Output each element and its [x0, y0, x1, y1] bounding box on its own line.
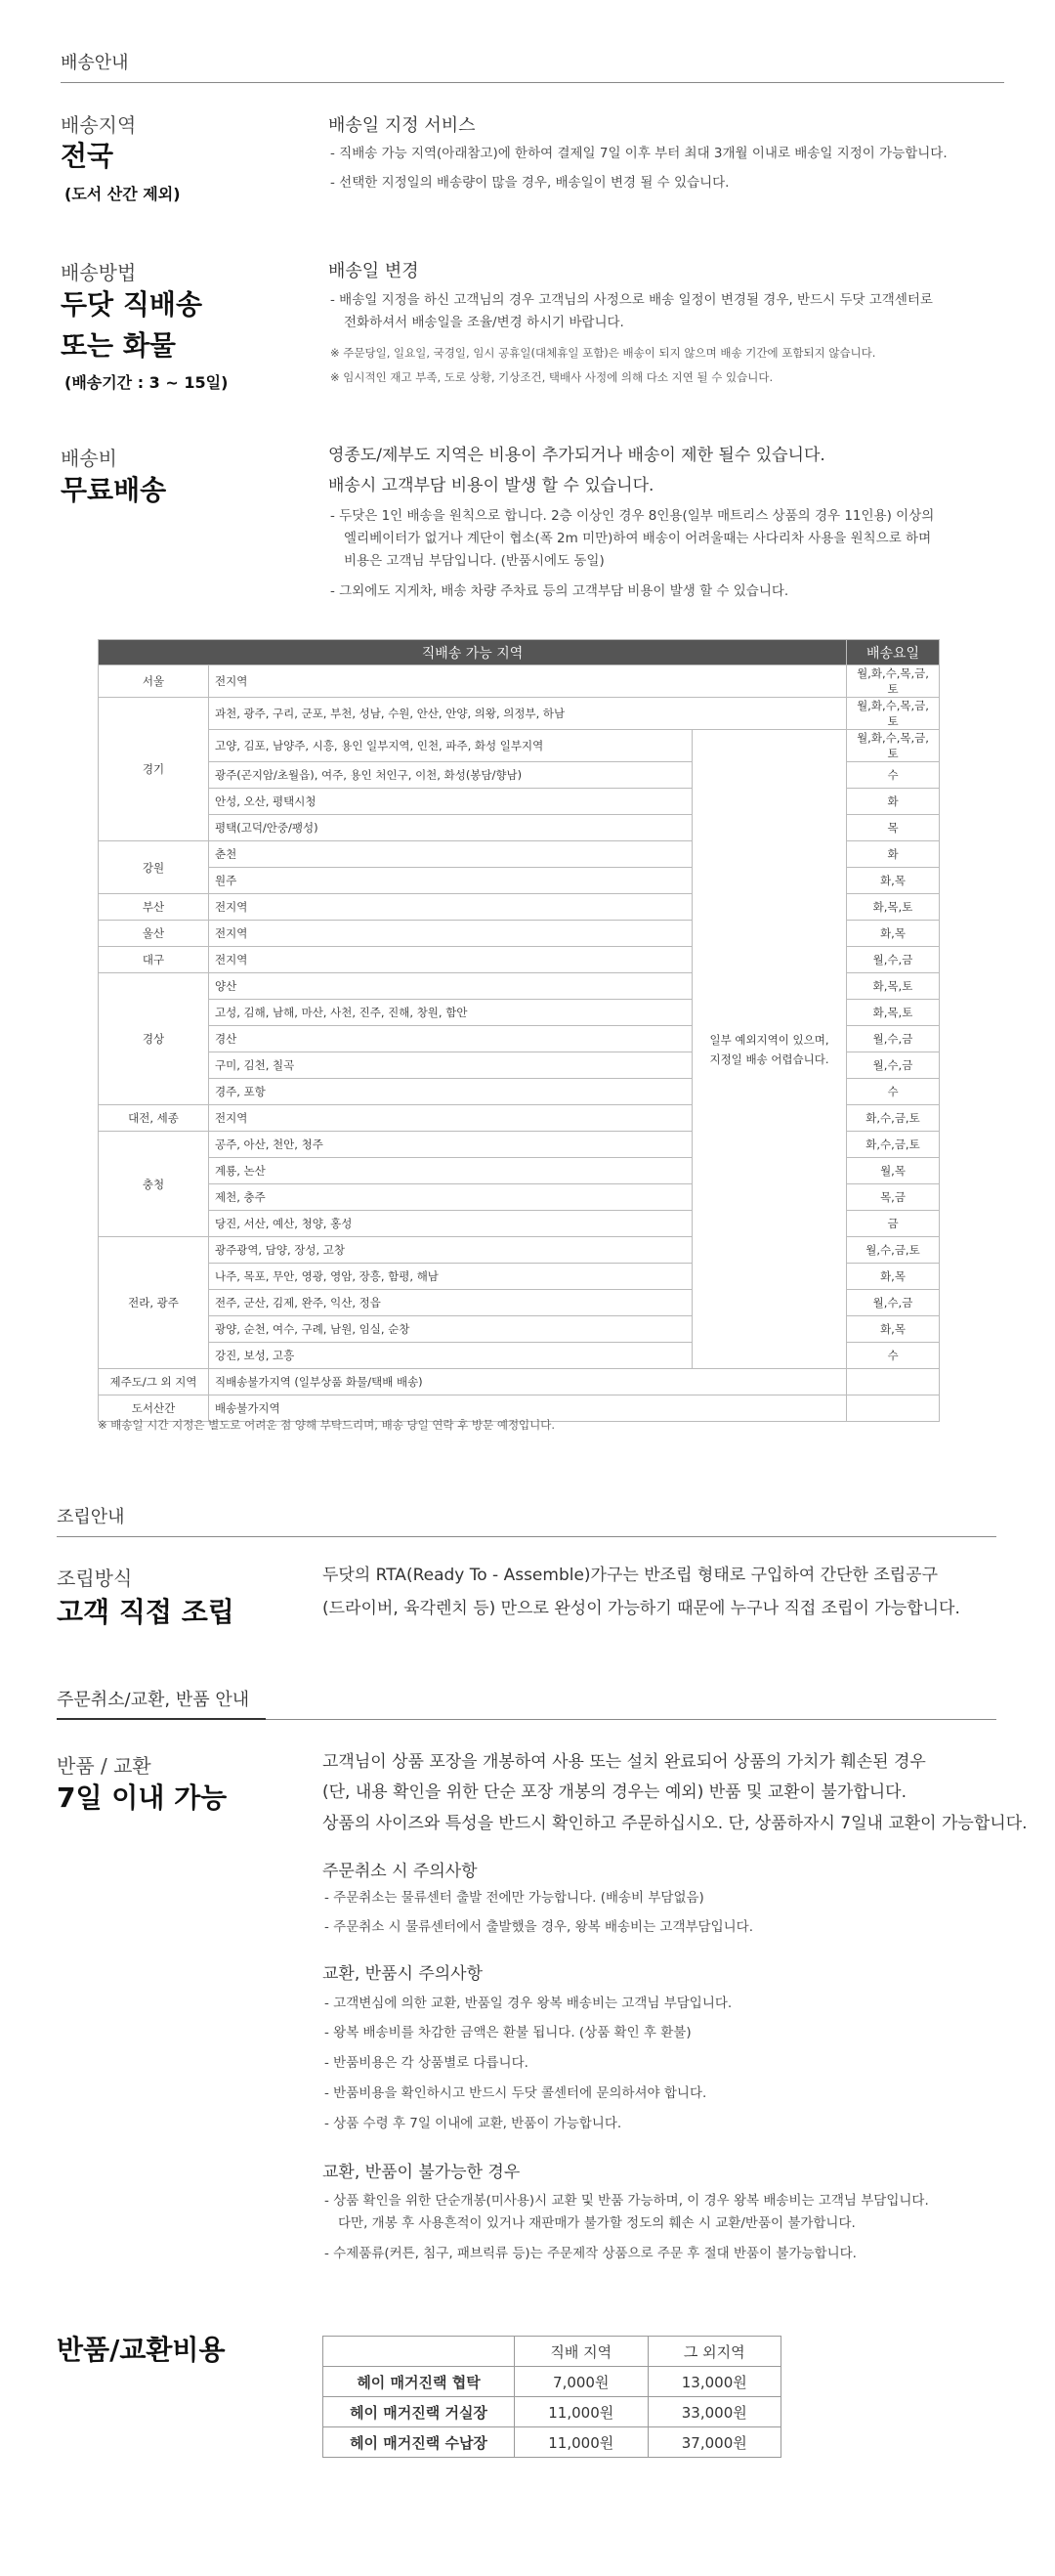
area-cell: 나주, 목포, 무안, 영광, 영암, 장흥, 함평, 해남 — [209, 1264, 693, 1290]
fee-line-1c: 비용은 고객님 부담입니다. (반품시에도 동일) — [344, 553, 605, 569]
area-cell: 전지역 — [209, 894, 693, 921]
exchange-line-2: - 왕복 배송비를 차감한 금액은 환불 됩니다. (상품 확인 후 환불) — [324, 2025, 692, 2040]
area-cell: 전지역 — [209, 921, 693, 947]
delivery-day-cell: 화,목,토 — [847, 894, 940, 921]
cost-direct: 11,000원 — [515, 2427, 649, 2458]
area-cell: 전주, 군산, 김제, 완주, 익산, 정읍 — [209, 1290, 693, 1316]
delivery-day-cell: 화,수,금,토 — [847, 1105, 940, 1132]
area-cell: 광주(곤지암/초월읍), 여주, 용인 처인구, 이천, 화성(봉담/향남) — [209, 762, 693, 789]
area-cell: 배송불가지역 — [209, 1395, 847, 1422]
no-return-line-2: - 수제품류(커튼, 침구, 패브릭류 등)는 주문제작 상품으로 주문 후 절대 반품이 불가능합니다. — [324, 2246, 857, 2261]
fee-value: 무료배송 — [61, 474, 167, 506]
delivery-day-cell: 월,수,금 — [847, 1026, 940, 1052]
return-cost-table — [322, 2336, 781, 2458]
returns-title: 주문취소/교환, 반품 안내 — [57, 1690, 250, 1710]
delivery-day-cell: 화,목 — [847, 921, 940, 947]
area-cell: 직배송불가지역 (일부상품 화물/택배 배송) — [209, 1369, 847, 1395]
assembly-line-2: (드라이버, 육각렌치 등) 만으로 완성이 가능하기 때문에 누구나 직접 조립이 가능합니다. — [322, 1599, 960, 1618]
cost-other: 13,000원 — [648, 2367, 781, 2397]
delivery-day-cell: 화,목 — [847, 1264, 940, 1290]
area-cell: 광양, 순천, 여수, 구례, 남원, 임실, 순창 — [209, 1316, 693, 1343]
cost-item-name: 헤이 매거진랙 거실장 — [323, 2397, 515, 2427]
delivery-day-cell: 월,수,금 — [847, 1052, 940, 1079]
method-line-1a: - 배송일 지정을 하신 고객님의 경우 고객님의 사정으로 배송 일정이 변경될 경우, 반드시 두닷 고객센터로 — [330, 292, 933, 308]
delivery-day-cell: 목 — [847, 815, 940, 841]
no-return-line-1a: - 상품 확인을 위한 단순개봉(미사용)시 교환 및 반품 가능하며, 이 경우 왕복 배송비는 고객님 부담입니다. — [324, 2193, 929, 2209]
shipping-title: 배송안내 — [61, 53, 129, 73]
region-cell: 전라, 광주 — [99, 1237, 209, 1369]
cost-item-name: 헤이 매거진랙 수납장 — [323, 2427, 515, 2458]
cost-head-other: 그 외지역 — [648, 2337, 781, 2367]
table-head-day: 배송요일 — [847, 640, 940, 665]
method-label: 배송방법 — [61, 261, 137, 284]
method-sub: (배송기간 : 3 ~ 15일) — [64, 373, 229, 392]
area-cell: 제천, 충주 — [209, 1184, 693, 1211]
region-cell: 경상 — [99, 973, 209, 1105]
cancel-heading: 주문취소 시 주의사항 — [322, 1862, 478, 1881]
region-cell: 도서산간 — [99, 1395, 209, 1422]
cost-other: 33,000원 — [648, 2397, 781, 2427]
returns-label: 반품 / 교환 — [57, 1754, 151, 1778]
cancel-line-1: - 주문취소는 물류센터 출발 전에만 가능합니다. (배송비 부담없음) — [324, 1890, 704, 1906]
area-cell: 강진, 보성, 고흥 — [209, 1343, 693, 1369]
exchange-heading: 교환, 반품시 주의사항 — [322, 1964, 484, 1984]
region-sub: (도서 산간 제외) — [64, 185, 181, 203]
delivery-day-cell: 화,목,토 — [847, 973, 940, 1000]
exception-note-cell: 일부 예외지역이 있으며, 지정일 배송 어렵습니다. — [693, 730, 847, 1369]
fee-line-2: - 그외에도 지게차, 배송 차량 주차료 등의 고객부담 비용이 발생 할 수 있습니다. — [330, 583, 789, 599]
delivery-day-cell: 화,수,금,토 — [847, 1132, 940, 1158]
area-cell: 원주 — [209, 868, 693, 894]
table-head-area: 직배송 가능 지역 — [99, 640, 847, 665]
cancel-line-2: - 주문취소 시 물류센터에서 출발했을 경우, 왕복 배송비는 고객부담입니다. — [324, 1919, 754, 1935]
region-line-1: - 직배송 가능 지역(아래참고)에 한하여 결제일 7일 이후 부터 최대 3개월 이내로 배송일 지정이 가능합니다. — [330, 146, 948, 161]
area-cell: 계룡, 논산 — [209, 1158, 693, 1184]
area-cell: 경산 — [209, 1026, 693, 1052]
fee-big-2: 배송시 고객부담 비용이 발생 할 수 있습니다. — [328, 476, 654, 495]
exchange-line-5: - 상품 수령 후 7일 이내에 교환, 반품이 가능합니다. — [324, 2116, 622, 2131]
region-cell: 대구 — [99, 947, 209, 973]
area-cell: 고양, 김포, 남양주, 시흥, 용인 일부지역, 인천, 파주, 화성 일부지역 — [209, 730, 693, 762]
cost-other: 37,000원 — [648, 2427, 781, 2458]
fee-label: 배송비 — [61, 447, 117, 470]
delivery-area-table — [98, 639, 940, 1422]
assembly-label: 조립방식 — [57, 1567, 133, 1590]
region-cell: 제주도/그 외 지역 — [99, 1369, 209, 1395]
area-cell: 전지역 — [209, 947, 693, 973]
delivery-day-cell: 화,목 — [847, 1316, 940, 1343]
delivery-day-cell: 월,화,수,목,금,토 — [847, 730, 940, 762]
area-cell: 전지역 — [209, 1105, 693, 1132]
no-return-heading: 교환, 반품이 불가능한 경우 — [322, 2163, 521, 2182]
area-cell: 공주, 아산, 천안, 청주 — [209, 1132, 693, 1158]
returns-big-3: 상품의 사이즈와 특성을 반드시 확인하고 주문하십시오. 단, 상품하자시 7일내 교환이 가능합니다. — [322, 1814, 1028, 1833]
delivery-day-cell: 화,목 — [847, 868, 940, 894]
table-row — [323, 2397, 781, 2427]
region-cell: 대전, 세종 — [99, 1105, 209, 1132]
area-cell: 전지역 — [209, 665, 847, 698]
table-row — [99, 730, 940, 762]
region-cell: 강원 — [99, 841, 209, 894]
area-cell: 고성, 김해, 남해, 마산, 사천, 진주, 진해, 창원, 함안 — [209, 1000, 693, 1026]
returns-big-1: 고객님이 상품 포장을 개봉하여 사용 또는 설치 완료되어 상품의 가치가 훼손된 경우 — [322, 1752, 926, 1772]
delivery-day-cell: 월,화,수,목,금,토 — [847, 665, 940, 698]
delivery-day-cell — [847, 1395, 940, 1422]
method-line-1b: 전화하셔서 배송일을 조율/변경 하시기 바랍니다. — [344, 315, 624, 330]
method-value-1: 두닷 직배송 — [61, 288, 202, 321]
area-cell: 양산 — [209, 973, 693, 1000]
delivery-day-cell: 월,수,금 — [847, 947, 940, 973]
exchange-line-1: - 고객변심에 의한 교환, 반품일 경우 왕복 배송비는 고객님 부담입니다. — [324, 1996, 733, 2011]
cost-head-blank — [323, 2337, 515, 2367]
region-heading: 배송일 지정 서비스 — [328, 115, 476, 136]
area-cell: 안성, 오산, 평택시청 — [209, 789, 693, 815]
delivery-day-cell: 수 — [847, 1079, 940, 1105]
delivery-day-cell: 화 — [847, 841, 940, 868]
delivery-day-cell: 월,목 — [847, 1158, 940, 1184]
delivery-day-cell: 월,화,수,목,금,토 — [847, 698, 940, 730]
table-row — [99, 698, 940, 730]
area-cell: 과천, 광주, 구리, 군포, 부천, 성남, 수원, 안산, 안양, 의왕, 의정부, 하남 — [209, 698, 847, 730]
area-cell: 평택(고덕/안중/팽성) — [209, 815, 693, 841]
delivery-day-cell: 월,수,금,토 — [847, 1237, 940, 1264]
region-cell: 부산 — [99, 894, 209, 921]
delivery-day-cell: 수 — [847, 1343, 940, 1369]
method-note-2: ※ 임시적인 재고 부족, 도로 상황, 기상조건, 택배사 사정에 의해 다소 지연 될 수 있습니다. — [330, 370, 774, 384]
delivery-day-cell: 화 — [847, 789, 940, 815]
delivery-day-cell — [847, 1369, 940, 1395]
cost-head-direct: 직배 지역 — [515, 2337, 649, 2367]
assembly-divider — [57, 1536, 996, 1537]
no-return-line-1b: 다만, 개봉 후 사용흔적이 있거나 재판매가 불가할 정도의 훼손 시 교환/반품이 불가합니다. — [338, 2215, 856, 2231]
region-line-2: - 선택한 지정일의 배송량이 많을 경우, 배송일이 변경 될 수 있습니다. — [330, 175, 730, 191]
table-row — [99, 665, 940, 698]
region-cell: 울산 — [99, 921, 209, 947]
fee-line-1a: - 두닷은 1인 배송을 원칙으로 합니다. 2층 이상인 경우 8인용(일부 매트리스 상품의 경우 11인용) 이상의 — [330, 508, 935, 524]
method-note-1: ※ 주문당일, 일요일, 국경일, 임시 공휴일(대체휴일 포함)은 배송이 되지 않으며 배송 기간에 포함되지 않습니다. — [330, 346, 876, 360]
region-cell: 충청 — [99, 1132, 209, 1237]
assembly-title: 조립안내 — [57, 1507, 125, 1527]
delivery-day-cell: 목,금 — [847, 1184, 940, 1211]
assembly-value: 고객 직접 조립 — [57, 1596, 234, 1628]
method-heading: 배송일 변경 — [328, 261, 419, 281]
delivery-day-cell: 수 — [847, 762, 940, 789]
area-cell: 춘천 — [209, 841, 693, 868]
assembly-line-1: 두닷의 RTA(Ready To - Assemble)가구는 반조립 형태로 구입하여 간단한 조립공구 — [322, 1566, 939, 1585]
fee-big-1: 영종도/제부도 지역은 비용이 추가되거나 배송이 제한 될수 있습니다. — [328, 446, 825, 465]
returns-value: 7일 이내 가능 — [57, 1782, 228, 1814]
area-cell: 당진, 서산, 예산, 청양, 홍성 — [209, 1211, 693, 1237]
returns-divider-accent — [57, 1718, 266, 1720]
cost-item-name: 헤이 매거진랙 협탁 — [323, 2367, 515, 2397]
delivery-day-cell: 월,수,금 — [847, 1290, 940, 1316]
table-row — [99, 1369, 940, 1395]
region-label: 배송지역 — [61, 113, 137, 137]
delivery-day-cell: 금 — [847, 1211, 940, 1237]
area-cell: 광주광역, 담양, 장성, 고창 — [209, 1237, 693, 1264]
method-value-2: 또는 화물 — [61, 329, 176, 362]
region-cell: 서울 — [99, 665, 209, 698]
region-value: 전국 — [61, 140, 114, 172]
returns-big-2: (단, 내용 확인을 위한 단순 포장 개봉의 경우는 예외) 반품 및 교환이 불가합니다. — [322, 1782, 907, 1802]
delivery-day-cell: 화,목,토 — [847, 1000, 940, 1026]
fee-line-1b: 엘리베이터가 없거나 계단이 협소(폭 2m 미만)하여 배송이 어려울때는 사다리차 사용을 원칙으로 하며 — [344, 531, 932, 546]
exchange-line-3: - 반품비용은 각 상품별로 다릅니다. — [324, 2055, 528, 2071]
area-cell: 구미, 김천, 칠곡 — [209, 1052, 693, 1079]
area-cell: 경주, 포항 — [209, 1079, 693, 1105]
region-cell: 경기 — [99, 698, 209, 841]
shipping-divider — [61, 82, 1004, 83]
table-row — [323, 2367, 781, 2397]
table-footnote: ※ 배송일 시간 지정은 별도로 어려운 점 양해 부탁드리며, 배송 당일 연락 후 방문 예정입니다. — [98, 1418, 556, 1432]
table-row — [323, 2427, 781, 2458]
cost-direct: 11,000원 — [515, 2397, 649, 2427]
cost-title: 반품/교환비용 — [57, 2334, 226, 2366]
exchange-line-4: - 반품비용을 확인하시고 반드시 두닷 콜센터에 문의하셔야 합니다. — [324, 2085, 707, 2101]
cost-direct: 7,000원 — [515, 2367, 649, 2397]
